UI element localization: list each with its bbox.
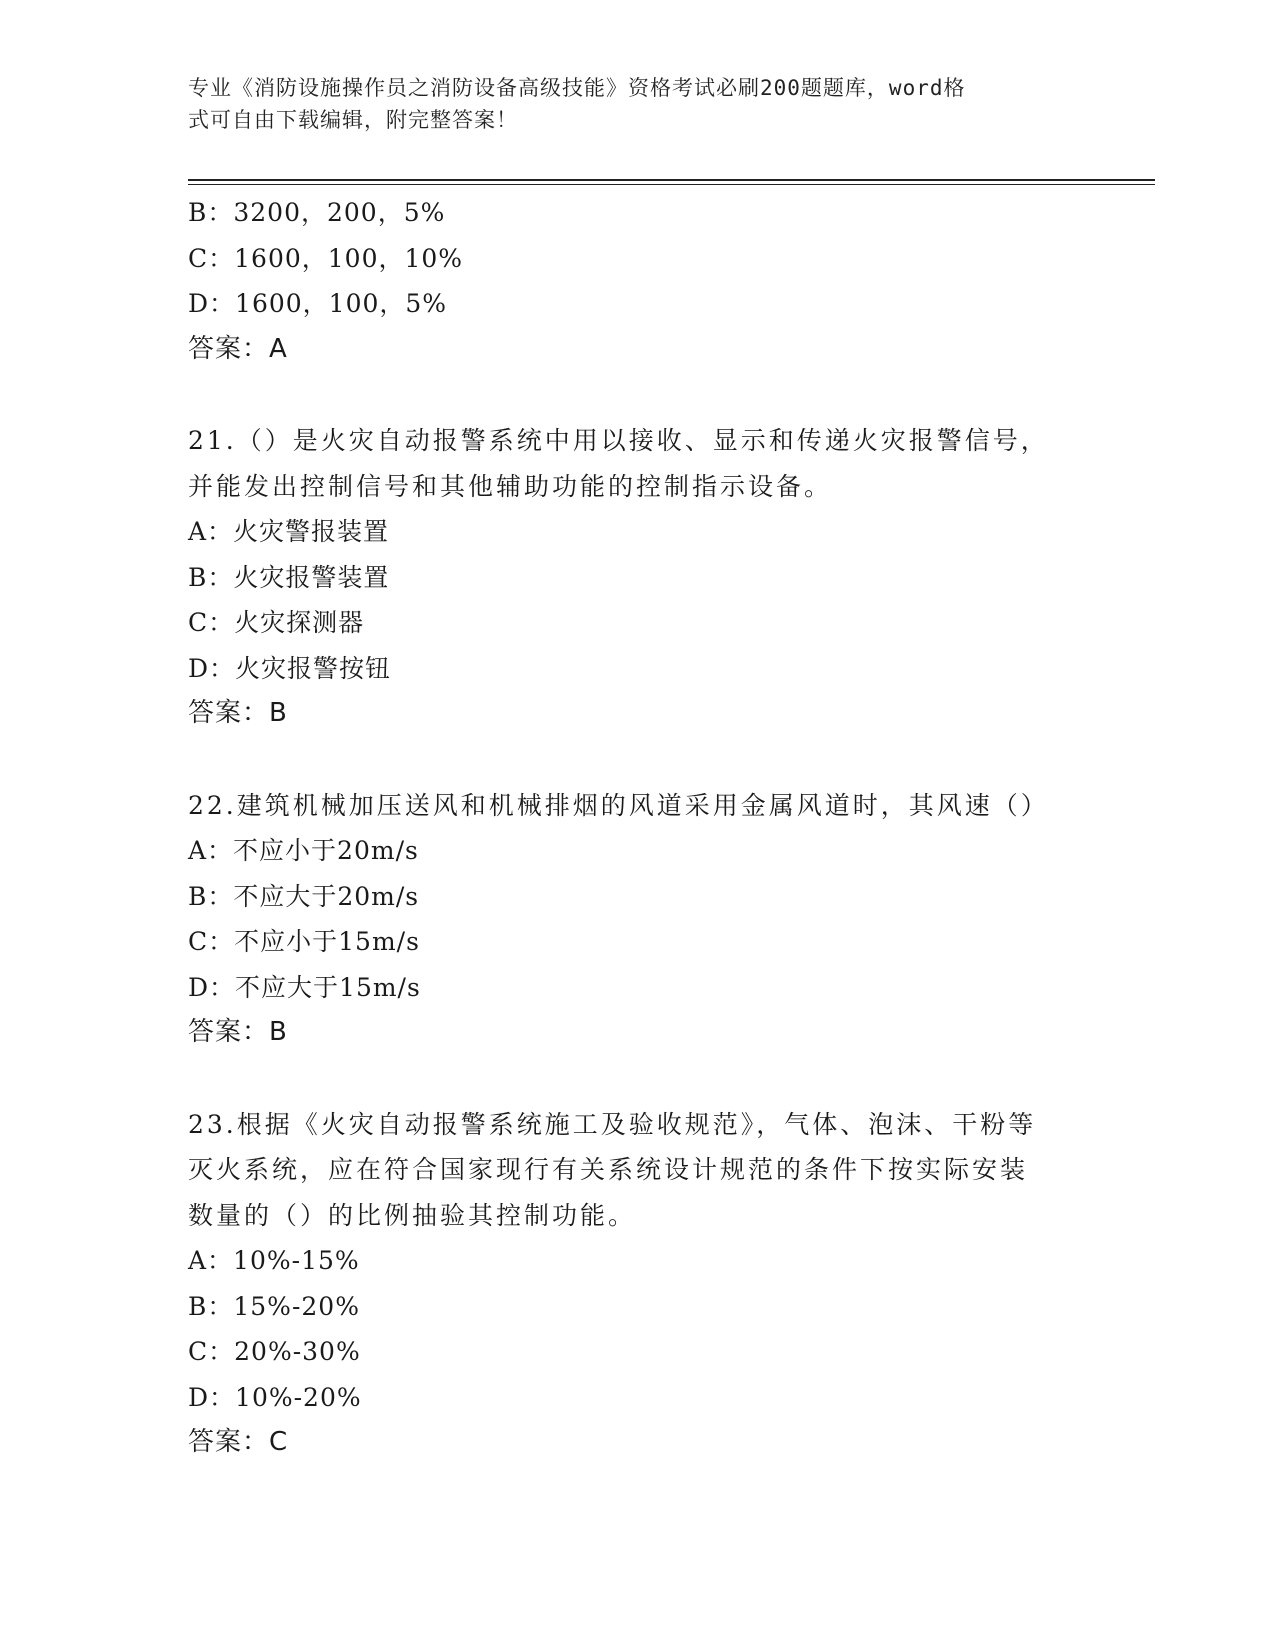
answer-line: 答案：B [188, 1017, 288, 1047]
question-text-line: 22.建筑机械加压送风和机械排烟的风道采用金属风道时，其风速（） [188, 790, 1049, 820]
question-text-line: 并能发出控制信号和其他辅助功能的控制指示设备。 [188, 471, 833, 501]
question-text-line: 21.（）是火灾自动报警系统中用以接收、显示和传递火灾报警信号， [188, 426, 1049, 455]
option-b: B：火灾报警装置 [188, 562, 390, 592]
question-text-line: 灭火系统，应在符合国家现行有关系统设计规范的条件下按实际安装 [188, 1155, 1029, 1184]
option-b: B：不应大于20m/s [188, 881, 420, 911]
question-text-line: 数量的（）的比例抽验其控制功能。 [188, 1200, 637, 1230]
option-a: A：10%-15% [188, 1246, 360, 1275]
option-c: C：20%-30% [188, 1337, 361, 1366]
answer-line: 答案：C [188, 1427, 289, 1457]
answer-line: 答案：B [188, 698, 288, 728]
option-d: D：10%-20% [188, 1382, 362, 1412]
header-divider-thin [188, 184, 1155, 185]
option-c: C：不应小于15m/s [188, 927, 420, 956]
option-b: B：3200，200，5% [188, 198, 446, 227]
page-header [188, 72, 1068, 136]
option-a: A：火灾警报装置 [188, 517, 390, 546]
carryover-question [188, 190, 1088, 372]
header-divider-thick [188, 179, 1155, 181]
question-22 [188, 783, 1088, 1056]
option-a: A：不应小于20m/s [188, 836, 419, 865]
option-d: D：不应大于15m/s [188, 972, 421, 1002]
document-body [188, 190, 1088, 1466]
question-23 [188, 1102, 1088, 1466]
answer-line: 答案：A [188, 333, 288, 364]
question-text-line: 23.根据《火灾自动报警系统施工及验收规范》，气体、泡沫、干粉等 [188, 1109, 1037, 1139]
option-b: B：15%-20% [188, 1291, 360, 1321]
option-c: C：1600，100，10% [188, 243, 464, 273]
question-21 [188, 418, 1088, 737]
header-line-2: 式可自由下载编辑，附完整答案！ [188, 108, 518, 132]
option-d: D：1600，100，5% [188, 289, 448, 318]
option-c: C：火灾探测器 [188, 608, 365, 637]
option-d: D：火灾报警按钮 [188, 653, 392, 683]
header-line-1: 专业《消防设施操作员之消防设备高级技能》资格考试必刷200题题库，word格 [188, 76, 966, 100]
